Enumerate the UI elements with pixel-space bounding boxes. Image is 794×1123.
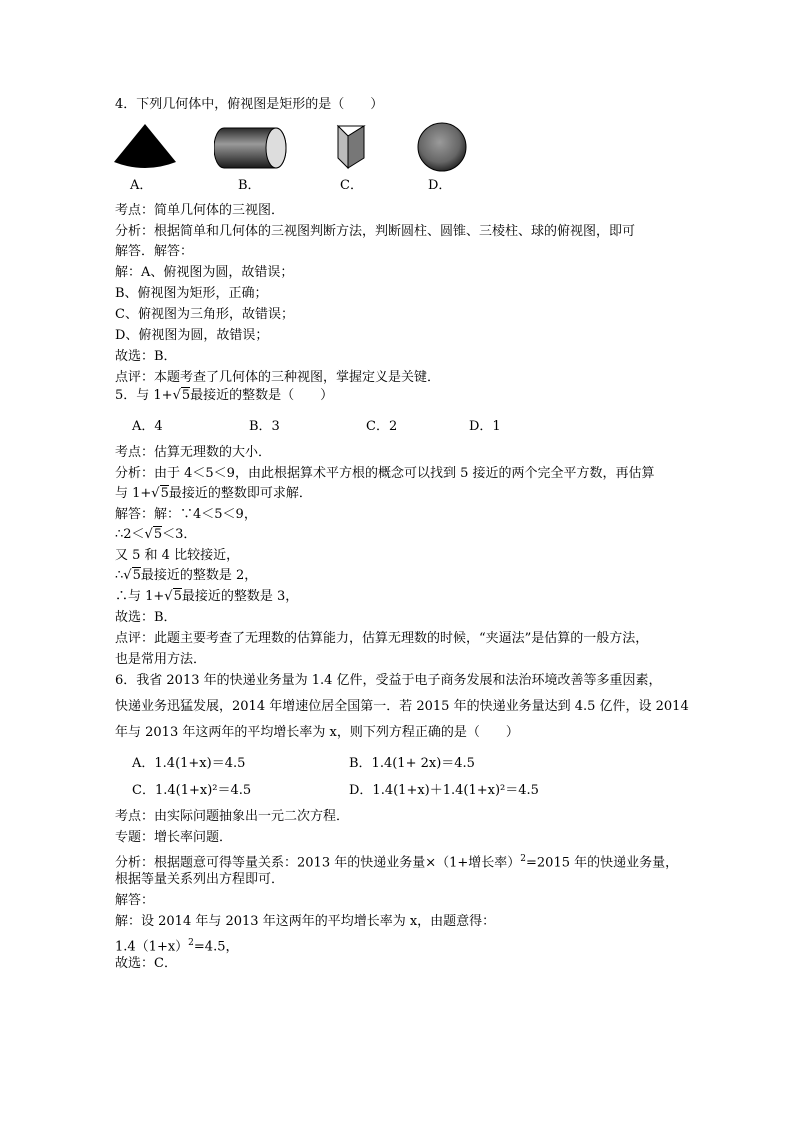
sqrt-sign: √ [164,589,173,604]
q4-solution-line: 解：A、俯视图为圆，故错误； [115,265,294,280]
q6-option-a: A．1.4(1+x)＝4.5 [132,756,246,771]
q4-fenxi: 分析：根据简单和几何体的三视图判断方法，判断圆柱、圆锥、三棱柱、球的俯视图，即可 [115,224,636,239]
q6-fenxi: 分析：根据题意可得等量关系：2013 年的快递业务量×（1+增长率）$^2$=2015 年的快递业务量， [115,854,679,871]
q5-option-c: C．2 [366,419,398,434]
q6-solution-line: 故选：C． [115,956,177,971]
q6-solution-line: $1.4(1+x)^2=4.5$， [115,938,239,955]
q5-dianping-cont: 也是常用方法． [115,652,207,667]
q4-solution-line: B、俯视图为矩形，正确； [115,286,268,301]
q6-solution-line: 解：设 2014 年与 2013 年这两年的平均增长率为 x，由题意得： [115,914,496,929]
radicand: 5 [181,388,191,403]
q4-option-d: D． [428,178,452,193]
q5-fenxi-cont: 与 1+√5最接近的整数即可求解． [115,486,312,501]
q4-jieda-label: 解答．解答： [115,244,194,259]
sphere-icon [416,122,468,172]
q6-option-c: C．1.4(1+x)²＝4.5 [132,783,252,798]
q6-option-b: B．1.4(1+ 2x)＝4.5 [349,756,475,771]
q6-stem-cont: 年与 2013 年这两年的平均增长率为 x，则下列方程正确的是（ ） [115,725,519,740]
sqrt-sign: √ [172,388,181,403]
q5-fenxi: 分析：由于 4＜5＜9，由此根据算术平方根的概念可以找到 5 接近的两个完全平方数，再估算 [115,466,655,481]
cylinder-icon [214,126,290,170]
q5-solution-line: ∴√5最接近的整数是 2， [115,568,258,583]
q4-dianping: 点评：本题考查了几何体的三种视图，掌握定义是关键． [115,370,441,385]
q5-solution-line: 又 5 和 4 比较接近， [115,548,240,563]
q5-option-a: A．4 [132,419,163,434]
q5-option-b: B．3 [249,419,280,434]
q6-option-d: D．1.4(1+x)＋1.4(1+x)²＝4.5 [349,783,539,798]
q5-dianping: 点评：此题主要考查了无理数的估算能力，估算无理数的时候，“夹逼法”是估算的一般方法， [115,631,649,646]
q6-zhuanti: 专题：增长率问题． [115,830,233,845]
q6-jieda: 解答： [115,893,155,908]
q5-jieda: 解答：解：∵4＜5＜9， [115,507,257,522]
q6-stem: 6．我省 2013 年的快递业务量为 1.4 亿件，受益于电子商务发展和法治环境改善等多重因素， [115,673,662,688]
q5-stem: 5．与 1+√5最接近的整数是（ ） [115,388,334,403]
q4-stem: 4．下列几何体中，俯视图是矩形的是（ ） [115,97,384,112]
q5-solution-line: ∴2＜√5＜3． [115,527,197,542]
q4-option-b: B． [238,178,261,193]
q5-solution-line: ∴与 1+√5最接近的整数是 3， [115,589,299,604]
sqrt-sign: √ [151,486,160,501]
sqrt-sign: √ [144,527,153,542]
triangular-prism-icon [334,122,370,172]
sqrt-sign: √ [123,568,132,583]
q4-solution-line: C、俯视图为三角形，故错误； [115,307,294,322]
q4-figures [110,122,490,192]
q6-kaodian: 考点：由实际问题抽象出一元二次方程． [115,809,350,824]
q5-kaodian: 考点：估算无理数的大小． [115,445,272,460]
q4-solution-line: 故选：B． [115,349,177,364]
q4-solution-line: D、俯视图为圆，故错误； [115,328,269,343]
q5-option-d: D．1 [469,419,501,434]
q6-stem-cont: 快递业务迅猛发展，2014 年增速位居全国第一．若 2015 年的快递业务量达到 4.5 亿件，设 2014 [115,699,689,714]
cone-icon [112,122,178,170]
q4-option-c: C． [340,178,363,193]
q4-option-a: A． [130,178,153,193]
q6-fenxi-cont: 根据等量关系列出方程即可． [115,872,285,887]
q4-kaodian: 考点：简单几何体的三视图． [115,203,285,218]
q5-solution-line: 故选：B． [115,610,177,625]
